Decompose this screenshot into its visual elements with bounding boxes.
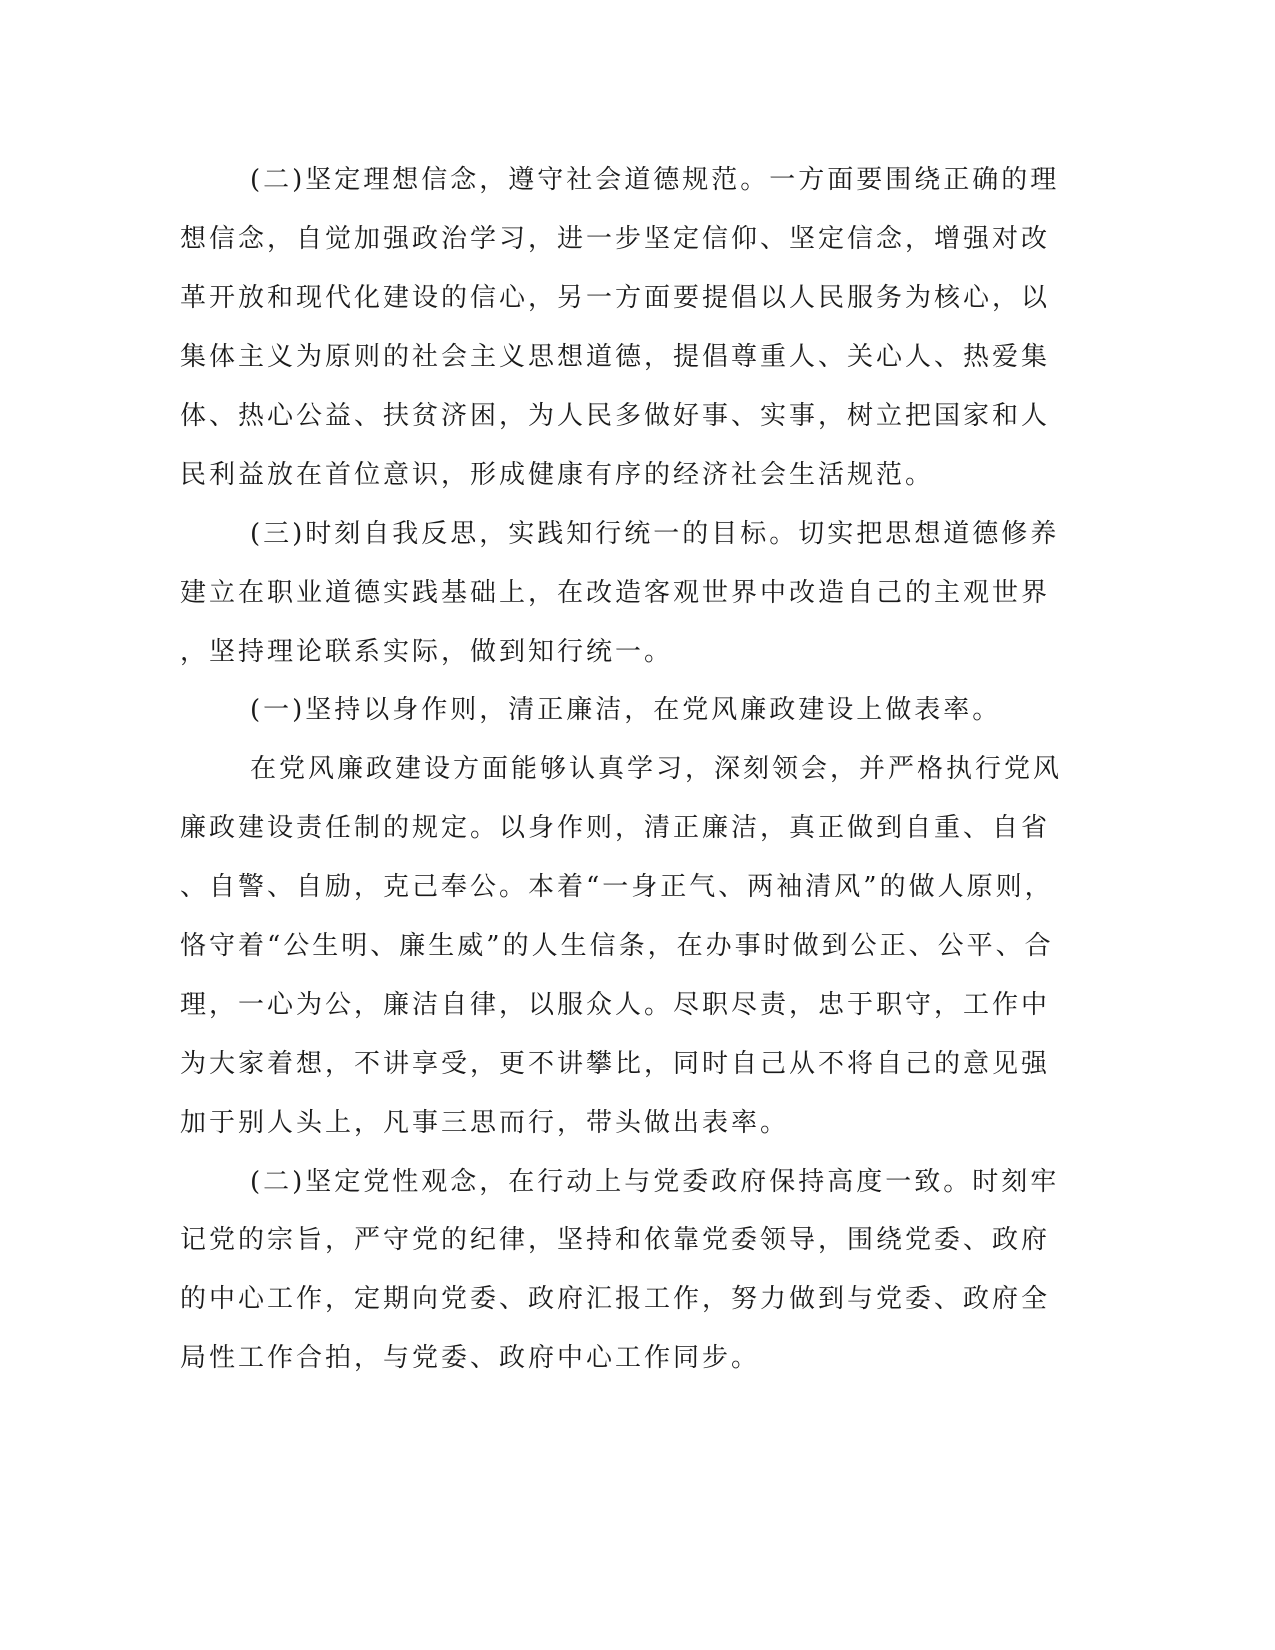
text-line: 理，一心为公，廉洁自律，以服众人。尽职尽责，忠于职守，工作中 xyxy=(180,990,1051,1020)
text-line: 集体主义为原则的社会主义思想道德，提倡尊重人、关心人、热爱集 xyxy=(180,342,1051,372)
text-line: 建立在职业道德实践基础上，在改造客观世界中改造自己的主观世界 xyxy=(180,578,1051,608)
text-line: (二)坚定党性观念，在行动上与党委政府保持高度一致。时刻牢 xyxy=(250,1167,1060,1197)
text-line: 在党风廉政建设方面能够认真学习，深刻领会，并严格执行党风 xyxy=(250,754,1063,784)
text-line: 、自警、自励，克己奉公。本着“一身正气、两袖清风”的做人原则， xyxy=(180,872,1054,902)
text-line: 民利益放在首位意识，形成健康有序的经济社会生活规范。 xyxy=(180,460,935,490)
text-line: 记党的宗旨，严守党的纪律，坚持和依靠党委领导，围绕党委、政府 xyxy=(180,1225,1051,1255)
text-line: ，坚持理论联系实际，做到知行统一。 xyxy=(180,637,674,667)
text-line: (二)坚定理想信念，遵守社会道德规范。一方面要围绕正确的理 xyxy=(250,165,1060,195)
text-line: 的中心工作，定期向党委、政府汇报工作，努力做到与党委、政府全 xyxy=(180,1284,1051,1314)
text-line: 恪守着“公生明、廉生威”的人生信条，在办事时做到公正、公平、合 xyxy=(180,931,1054,961)
text-line: 局性工作合拍，与党委、政府中心工作同步。 xyxy=(180,1343,761,1373)
text-line: 革开放和现代化建设的信心，另一方面要提倡以人民服务为核心，以 xyxy=(180,283,1051,313)
text-line: (一)坚持以身作则，清正廉洁，在党风廉政建设上做表率。 xyxy=(250,695,1002,725)
text-line: (三)时刻自我反思，实践知行统一的目标。切实把思想道德修养 xyxy=(250,519,1060,549)
text-line: 为大家着想，不讲享受，更不讲攀比，同时自己从不将自己的意见强 xyxy=(180,1049,1051,1079)
text-line: 体、热心公益、扶贫济困，为人民多做好事、实事，树立把国家和人 xyxy=(180,401,1051,431)
text-line: 廉政建设责任制的规定。以身作则，清正廉洁，真正做到自重、自省 xyxy=(180,813,1051,843)
text-line: 想信念，自觉加强政治学习，进一步坚定信仰、坚定信念，增强对改 xyxy=(180,224,1051,254)
text-line: 加于别人头上，凡事三思而行，带头做出表率。 xyxy=(180,1108,790,1138)
